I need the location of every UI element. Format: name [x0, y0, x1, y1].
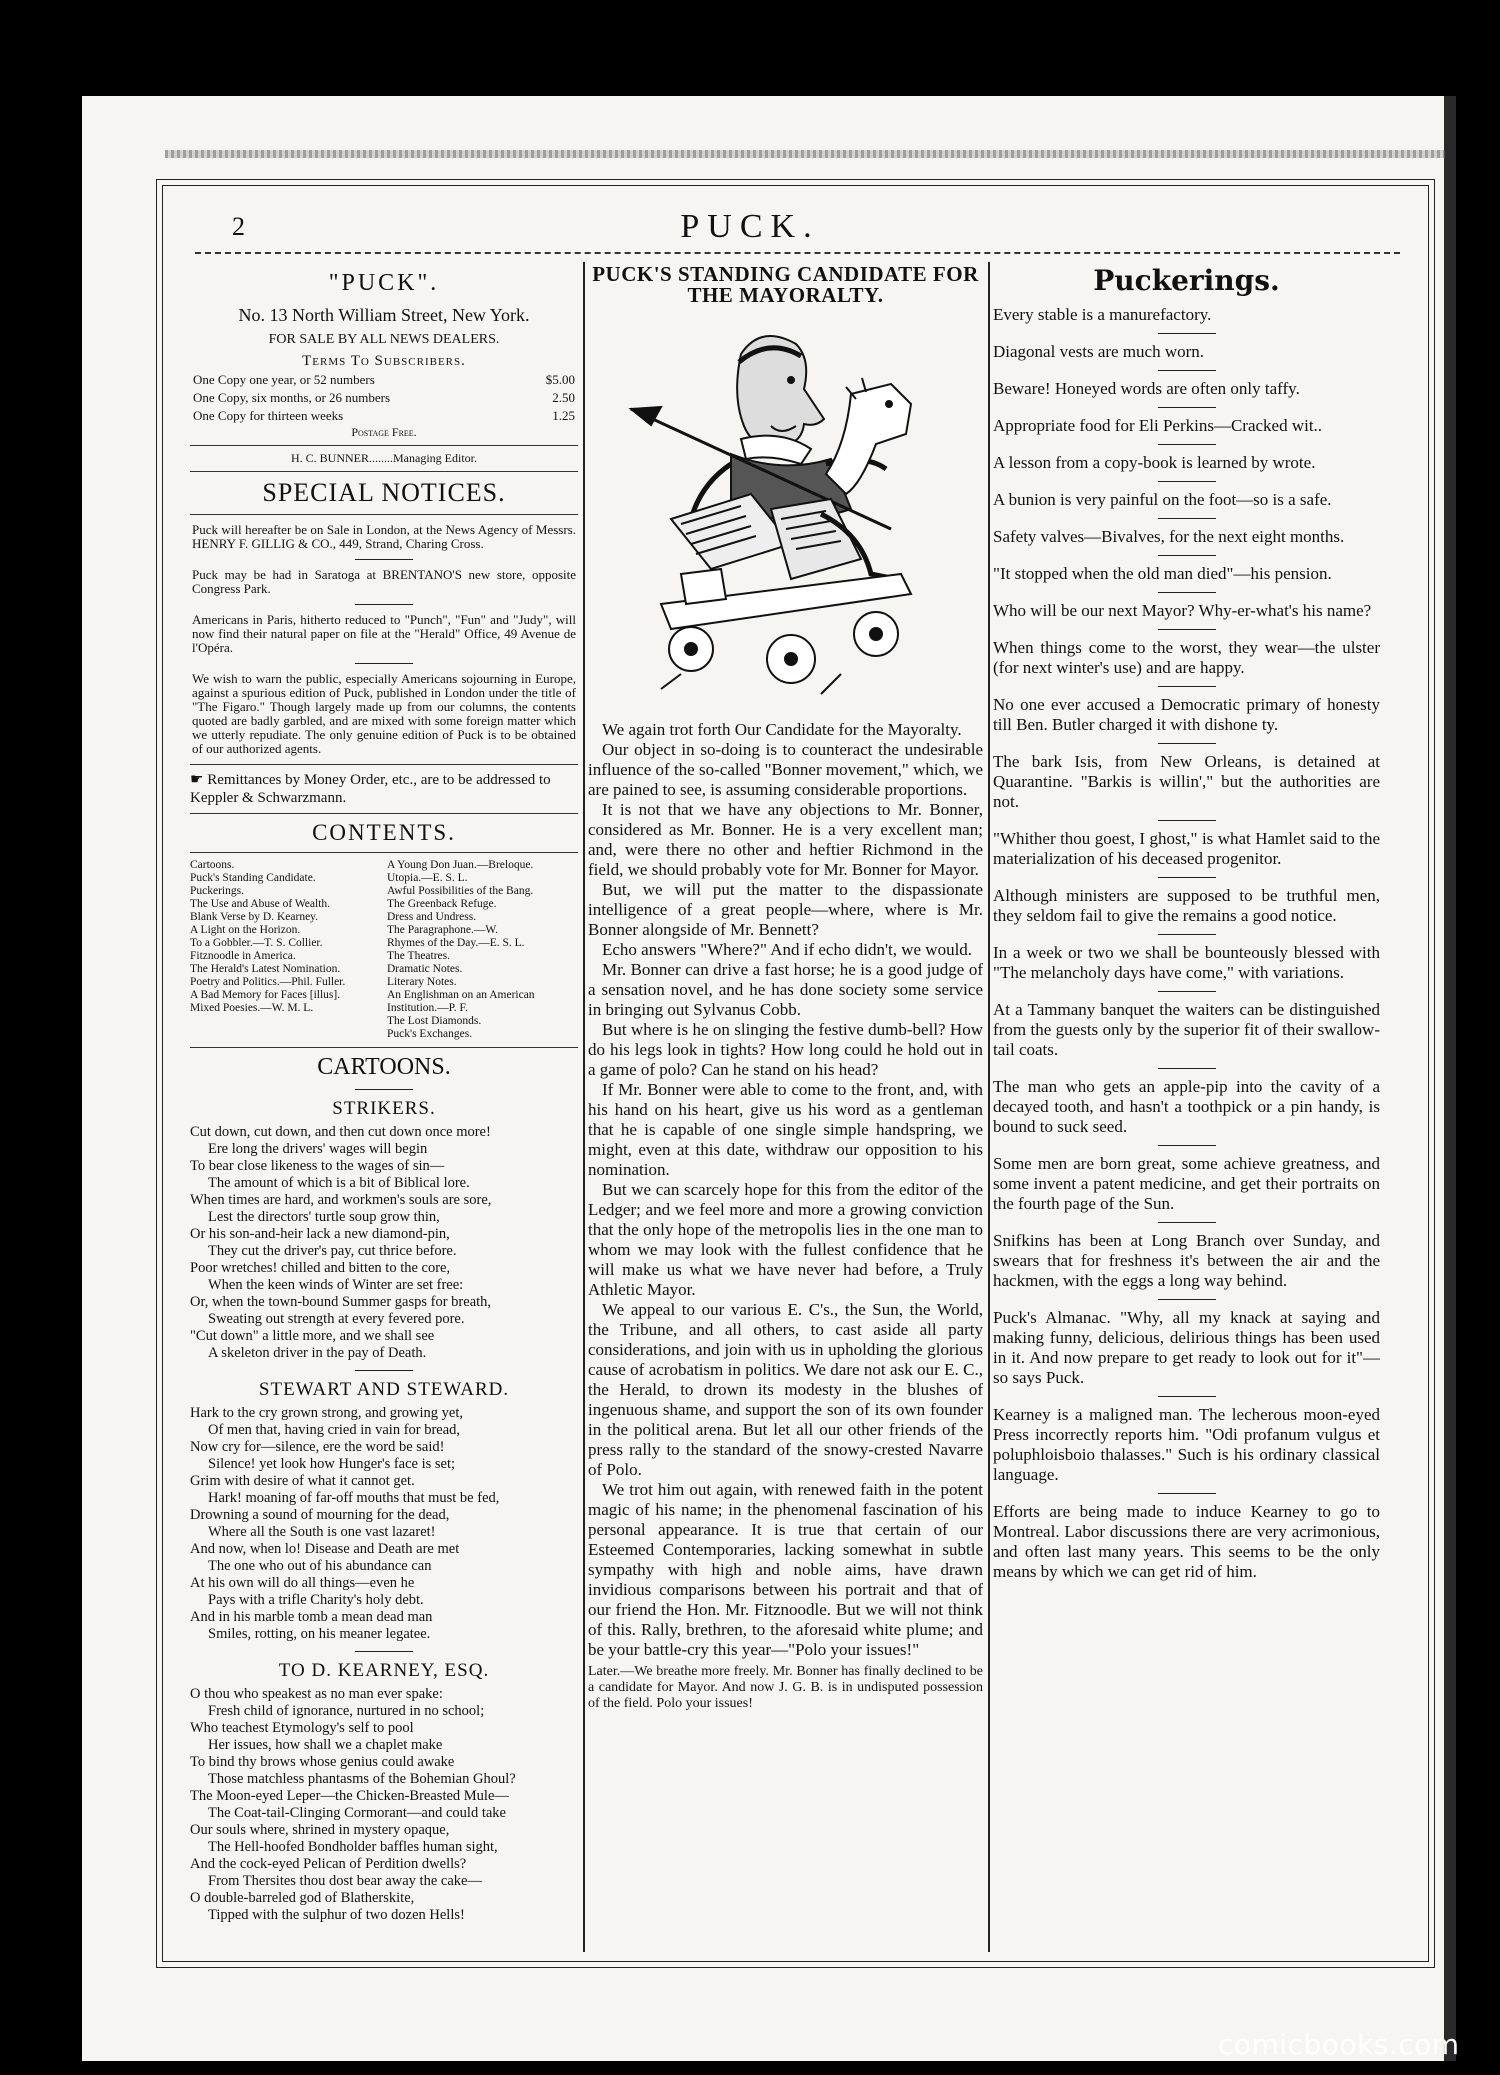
puckering-item: Snifkins has been at Long Branch over Sunday, and swears that for freshness it's between the air and the hackmen, with the eggs a long way behind.	[993, 1231, 1380, 1290]
poem-title: STEWART AND STEWARD.	[258, 1379, 510, 1400]
contents-entry: The Lost Diamonds.	[387, 1015, 482, 1027]
poem-line: Hark to the cry grown strong, and growing yet,	[190, 1405, 464, 1421]
contents-entry: Blank Verse by D. Kearney.	[190, 911, 319, 923]
puckering-item: At a Tammany banquet the waiters can be distinguished from the guests only by the superior fit of their swallow-tail coats.	[993, 1000, 1380, 1059]
divider	[1158, 1396, 1216, 1397]
contents-entry: An Englishman on an American Institution.—P. F.	[387, 989, 535, 1014]
notice: Americans in Paris, hitherto reduced to "Punch", "Fun" and "Judy", will now find their natural paper on file at the "Herald" Office, 49 Avenue de l'Opéra.	[192, 612, 576, 655]
puckering-item: When things come to the worst, they wear—the ulster (for next winter's use) and are happy.	[993, 638, 1380, 677]
contents-left-list	[190, 859, 381, 1041]
poem-line: O thou who speakest as no man ever spake:	[190, 1686, 443, 1702]
publication-title: "PUCK".	[328, 270, 440, 296]
poem-line: Her issues, how shall we a chaplet make	[208, 1737, 443, 1753]
puckering-item: Some men are born great, some achieve greatness, and some invent a patent medicine, and get their portraits on the fourth page of the Sun.	[993, 1154, 1380, 1213]
poem-line: A skeleton driver in the pay of Death.	[208, 1345, 427, 1361]
contents-entry: Puck's Exchanges.	[387, 1028, 473, 1040]
poem-line: Who teachest Etymology's self to pool	[190, 1720, 414, 1736]
article-paragraph: If Mr. Bonner were able to come to the front, and, with his hand on his heart, give us his word as a gentleman that he is capable of one single simple handspring, we might, even at this date, withdraw our opposition to his nomination.	[588, 1080, 983, 1179]
poem-line: Those matchless phantasms of the Bohemian Ghoul?	[208, 1771, 516, 1787]
puckering-item: The bark Isis, from New Orleans, is detained at Quarantine. "Barkis is willin'," but the authorities are not.	[993, 752, 1380, 811]
puckering-item: Puck's Almanac. "Why, all my knack at saying and making funny, delicious, delirious things has been used in it. And now prepare to get ready to look out for it"—so says Puck.	[993, 1308, 1380, 1387]
puckering-item: Safety valves—Bivalves, for the next eight months.	[993, 527, 1345, 546]
terms-price: $5.00	[545, 372, 575, 387]
divider	[355, 663, 413, 664]
puckering-item: Diagonal vests are much worn.	[993, 342, 1205, 361]
page-number: 2	[232, 212, 245, 241]
terms-label: One Copy for thirteen weeks	[193, 408, 344, 423]
divider	[1158, 1299, 1216, 1300]
poem-line: The one who out of his abundance can	[208, 1558, 432, 1574]
left-column	[190, 262, 578, 1952]
poem-line: Ere long the drivers' wages will begin	[208, 1141, 428, 1157]
puckerings-list	[993, 297, 1380, 1582]
for-sale-line: FOR SALE BY ALL NEWS DEALERS.	[268, 332, 500, 347]
contents-entry: Cartoons.	[190, 859, 235, 871]
poem-line: Tipped with the sulphur of two dozen Hells!	[208, 1907, 465, 1923]
puckering-item: The man who gets an apple-pip into the cavity of a decayed tooth, and hasn't a toothpick or a pin handy, is bound to suck seed.	[993, 1077, 1380, 1136]
divider	[1158, 1222, 1216, 1223]
article-paragraph: But where is he on slinging the festive dumb-bell? How do his legs look in tights? How long could he hold out in a game of polo? Can he stand on his head?	[588, 1020, 983, 1079]
column-divider	[583, 262, 585, 1952]
contents-list	[190, 859, 578, 1041]
poem-line: Cut down, cut down, and then cut down once more!	[190, 1124, 491, 1140]
divider	[1158, 934, 1216, 935]
candidate-cartoon-illustration	[621, 314, 951, 714]
poem-line: And the cock-eyed Pelican of Perdition dwells?	[190, 1856, 467, 1872]
puckering-item: A lesson from a copy-book is learned by wrote.	[993, 453, 1316, 472]
publication-address: No. 13 North William Street, New York.	[238, 305, 530, 325]
poem-line: To bind thy brows whose genius could awake	[190, 1754, 455, 1770]
poem-body	[190, 1405, 578, 1643]
poem-line: Or his son-and-heir lack a new diamond-pin,	[190, 1226, 450, 1242]
divider	[1158, 481, 1216, 482]
poem-line: The amount of which is a bit of Biblical lore.	[208, 1175, 470, 1191]
contents-right-list	[387, 859, 578, 1041]
divider	[1158, 555, 1216, 556]
poem-body	[190, 1124, 578, 1362]
divider	[1158, 407, 1216, 408]
contents-entry: A Bad Memory for Faces [illus].	[190, 989, 341, 1001]
poem-line: Smiles, rotting, on his meaner legatee.	[208, 1626, 431, 1642]
poem-line: From Thersites thou dost bear away the cake—	[208, 1873, 482, 1889]
article-body	[588, 720, 983, 1660]
divider	[1158, 1145, 1216, 1146]
article-paragraph: It is not that we have any objections to Mr. Bonner, considered as Mr. Bonner. He is a very excellent man; and, were there no other and heftier Richmond in the field, we should probably vote for Mr. Bonner for Mayor.	[588, 800, 983, 879]
divider	[1158, 1068, 1216, 1069]
poem-line: Of men that, having cried in vain for bread,	[208, 1422, 461, 1438]
poem-line: Our souls where, shrined in mystery opaque,	[190, 1822, 450, 1838]
contents-entry: Puck's Standing Candidate.	[190, 872, 316, 884]
divider	[1158, 820, 1216, 821]
divider	[190, 445, 578, 446]
contents-entry: The Greenback Refuge.	[387, 898, 497, 910]
divider	[1158, 370, 1216, 371]
puckering-item: Every stable is a manurefactory.	[993, 305, 1212, 324]
article-paragraph: We appeal to our various E. C's., the Sun, the World, the Tribune, and all others, to cast aside all party considerations, and join with us in upholding the glorious cause of acrobatism in politics. We dare not ask our E. C., the Herald, to drown its modesty in the blushes of ingenuous shame, and support the son of its own founder in the political arena. But let all our other friends of the press rally to the standard of the snowy-crested Navarre of Polo.	[588, 1300, 983, 1479]
divider	[1158, 592, 1216, 593]
divider	[190, 1047, 578, 1048]
puckering-item: Appropriate food for Eli Perkins—Cracked wit..	[993, 416, 1323, 435]
poem-line: And in his marble tomb a mean dead man	[190, 1609, 433, 1625]
article-paragraph: Our object in so-doing is to counteract the undesirable influence of the so-called "Bonner movement," which, we are pained to see, is assuming considerable proportions.	[588, 740, 983, 799]
poem-line: The Hell-hoofed Bondholder baffles human sight,	[208, 1839, 498, 1855]
contents-entry: The Herald's Latest Nomination.	[190, 963, 341, 975]
poem-title: STRIKERS.	[332, 1098, 436, 1119]
contents-entry: The Use and Abuse of Wealth.	[190, 898, 331, 910]
cartoons-heading: CARTOONS.	[317, 1054, 451, 1080]
divider	[1158, 629, 1216, 630]
spacer	[993, 297, 1380, 305]
poem-line: Sweating out strength at every fevered pore.	[208, 1311, 465, 1327]
poem-body	[190, 1686, 578, 1924]
poem-line: At his own will do all things—even he	[190, 1575, 415, 1591]
contents-entry: Utopia.—E. S. L.	[387, 872, 468, 884]
puckering-item: No one ever accused a Democratic primary of honesty till Ben. Butler charged it with dishone ty.	[993, 695, 1380, 734]
header-rule	[195, 252, 1400, 254]
poem-line: Or, when the town-bound Summer gasps for breath,	[190, 1294, 492, 1310]
puckering-item: "It stopped when the old man died"—his pension.	[993, 564, 1332, 583]
contents-entry: Poetry and Politics.—Phil. Fuller.	[190, 976, 346, 988]
contents-entry: Rhymes of the Day.—E. S. L.	[387, 937, 525, 949]
column-divider	[988, 262, 990, 1952]
poem-line: O double-barreled god of Blatherskite,	[190, 1890, 415, 1906]
contents-entry: A Light on the Horizon.	[190, 924, 301, 936]
divider	[355, 1370, 413, 1371]
poem-line: Grim with desire of what it cannot get.	[190, 1473, 415, 1489]
contents-entry: Awful Possibilities of the Bang.	[387, 885, 534, 897]
contents-entry: Fitznoodle in America.	[190, 950, 296, 962]
puckering-item: "Whither thou goest, I ghost," is what Hamlet said to the materialization of his deceased progenitor.	[993, 829, 1380, 868]
notice: Puck will hereafter be on Sale in London, at the News Agency of Messrs. HENRY F. GILLIG & CO., 449, Strand, Charing Cross.	[192, 522, 576, 551]
divider	[1158, 518, 1216, 519]
terms-label: One Copy, six months, or 26 numbers	[193, 390, 391, 405]
contents-entry: The Paragraphone.—W.	[387, 924, 499, 936]
notice: We wish to warn the public, especially Americans sojourning in Europe, against a spurious edition of Puck, published in London under the title of "The Figaro." Though largely made up from our columns, the contents quoted are badly garbled, and are mixed with some foreign matter which we utterly repudiate. The only genuine edition of Puck is to be obtained of our authorized agents.	[192, 671, 576, 756]
contents-heading: CONTENTS.	[312, 820, 456, 845]
terms-label: One Copy one year, or 52 numbers	[193, 372, 375, 387]
poem-line: Silence! yet look how Hunger's face is set;	[208, 1456, 456, 1472]
poem-line: "Cut down" a little more, and we shall see	[190, 1328, 435, 1344]
article-paragraph: But we can scarcely hope for this from the editor of the Ledger; and we feel more and more a growing conviction that the only hope of the metropolis lies in the one man to whom we may look with the fullest confidence that he will make us what we have never had before, a Truly Athletic Mayor.	[588, 1180, 983, 1299]
puckering-item: Who will be our next Mayor? Why-er-what's his name?	[993, 601, 1372, 620]
remittance-text: Remittances by Money Order, etc., are to be addressed to Keppler & Schwarzmann.	[190, 772, 551, 806]
puckering-item: A bunion is very painful on the foot—so is a safe.	[993, 490, 1332, 509]
poem-line: Where all the South is one vast lazaret!	[208, 1524, 436, 1540]
article-paragraph: Echo answers "Where?" And if echo didn't, we would.	[602, 940, 973, 959]
divider	[190, 813, 578, 814]
poem-line: Pays with a trifle Charity's holy debt.	[208, 1592, 424, 1608]
poem-line: Fresh child of ignorance, nurtured in no school;	[208, 1703, 485, 1719]
terms-price: 1.25	[552, 408, 575, 423]
watermark-text: comicbooks.com	[1218, 2028, 1460, 2061]
divider	[1158, 1493, 1216, 1494]
contents-entry: A Young Don Juan.—Breloque.	[387, 859, 534, 871]
article-paragraph: But, we will put the matter to the dispassionate intelligence of a great people—where, where is Mr. Bonner alongside of Mr. Bennett?	[588, 880, 983, 939]
puckering-item: In a week or two we shall be bounteously blessed with "The melancholy days have come," with variations.	[993, 943, 1380, 982]
contents-entry: Literary Notes.	[387, 976, 457, 988]
contents-entry: The Theatres.	[387, 950, 451, 962]
poem-line: Drowning a sound of mourning for the dead,	[190, 1507, 450, 1523]
divider	[190, 471, 578, 472]
page-edge-shadow	[1444, 96, 1456, 2061]
divider	[1158, 877, 1216, 878]
puckering-item: Efforts are being made to induce Kearney to go to Montreal. Labor discussions there are very acrimonious, and often last many years. This seems to be the only means by which we can get rid of him.	[993, 1502, 1380, 1581]
remittance-notice	[190, 771, 578, 807]
postage-line: Postage Free.	[351, 425, 417, 439]
puckering-item: Kearney is a maligned man. The lecherous moon-eyed Press incorrectly reports him. "Odi profanum vulgus et poluphloisboio thalasses." Such is his ordinary classical language.	[993, 1405, 1380, 1484]
terms-heading: Terms To Subscribers.	[302, 353, 466, 369]
divider	[355, 604, 413, 605]
scan-artifact	[165, 150, 1445, 158]
divider	[190, 852, 578, 853]
poem-line: Hark! moaning of far-off mouths that must be fed,	[208, 1490, 500, 1506]
contents-entry: Dramatic Notes.	[387, 963, 463, 975]
right-column	[993, 262, 1380, 1952]
poem-title: TO D. KEARNEY, ESQ.	[278, 1660, 490, 1681]
article-postscript: Later.—We breathe more freely. Mr. Bonner has finally declined to be a candidate for Mayor. And now J. G. B. is in undisputed possession of the field. Polo your issues!	[588, 1664, 983, 1711]
divider	[190, 514, 578, 515]
notice: Puck may be had in Saratoga at BRENTANO'S new store, opposite Congress Park.	[192, 567, 576, 596]
article-title: PUCK'S STANDING CANDIDATE FOR THE MAYORALTY.	[592, 262, 979, 307]
divider	[1158, 743, 1216, 744]
poem-line: When times are hard, and workmen's souls are sore,	[190, 1192, 492, 1208]
puckering-item: Beware! Honeyed words are often only taffy.	[993, 379, 1300, 398]
puckerings-heading: Puckerings.	[1093, 264, 1280, 297]
contents-entry: To a Gobbler.—T. S. Collier.	[190, 937, 323, 949]
special-notices-heading: SPECIAL NOTICES.	[262, 478, 506, 507]
poem-line: To bear close likeness to the wages of sin—	[190, 1158, 445, 1174]
divider	[1158, 444, 1216, 445]
puckering-item: Although ministers are supposed to be truthful men, they seldom fail to give the remains a good notice.	[993, 886, 1380, 925]
poem-line: Lest the directors' turtle soup grow thin,	[208, 1209, 440, 1225]
masthead-title: PUCK.	[680, 208, 820, 245]
contents-entry: Puckerings.	[190, 885, 244, 897]
poem-line: They cut the driver's pay, cut thrice before.	[208, 1243, 457, 1259]
editor-line: H. C. BUNNER........Managing Editor.	[291, 451, 477, 465]
article-paragraph: We trot him out again, with renewed faith in the potent magic of his name; in the phenomenal fascination of his personal appearance. It is true that certain of our Esteemed Contemporaries, lacking somewhat in subtle sympathy with high and noble aims, have drawn invidious comparisons between his portrait and that of our friend the Hon. Mr. Fitznoodle. But we will not think of this. Rally, brethren, to the aforesaid white plume; and be your battle-cry this year—"Polo your issues!"	[588, 1480, 983, 1659]
contents-entry: Mixed Poesies.—W. M. L.	[190, 1002, 314, 1014]
poem-line: Poor wretches! chilled and bitten to the core,	[190, 1260, 451, 1276]
divider	[355, 1089, 413, 1090]
poem-line: When the keen winds of Winter are set free:	[208, 1277, 464, 1293]
middle-column	[588, 262, 983, 1952]
pointing-hand-icon: ☛	[190, 772, 208, 788]
divider	[190, 764, 578, 765]
article-paragraph: We again trot forth Our Candidate for the Mayoralty.	[602, 720, 962, 739]
article-paragraph: Mr. Bonner can drive a fast horse; he is a good judge of a sensation novel, and he has done society some service in bringing out Sylvanus Cobb.	[588, 960, 983, 1019]
divider	[1158, 991, 1216, 992]
divider	[355, 559, 413, 560]
divider	[355, 1651, 413, 1652]
divider	[1158, 686, 1216, 687]
divider	[1158, 333, 1216, 334]
poem-line: The Moon-eyed Leper—the Chicken-Breasted Mule—	[190, 1788, 509, 1804]
poem-line: Now cry for—silence, ere the word be said!	[190, 1439, 445, 1455]
poem-line: And now, when lo! Disease and Death are met	[190, 1541, 460, 1557]
terms-price: 2.50	[552, 390, 575, 405]
poem-line: The Coat-tail-Clinging Cormorant—and could take	[208, 1805, 506, 1821]
subscription-terms	[190, 370, 578, 426]
contents-entry: Dress and Undress.	[387, 911, 477, 923]
